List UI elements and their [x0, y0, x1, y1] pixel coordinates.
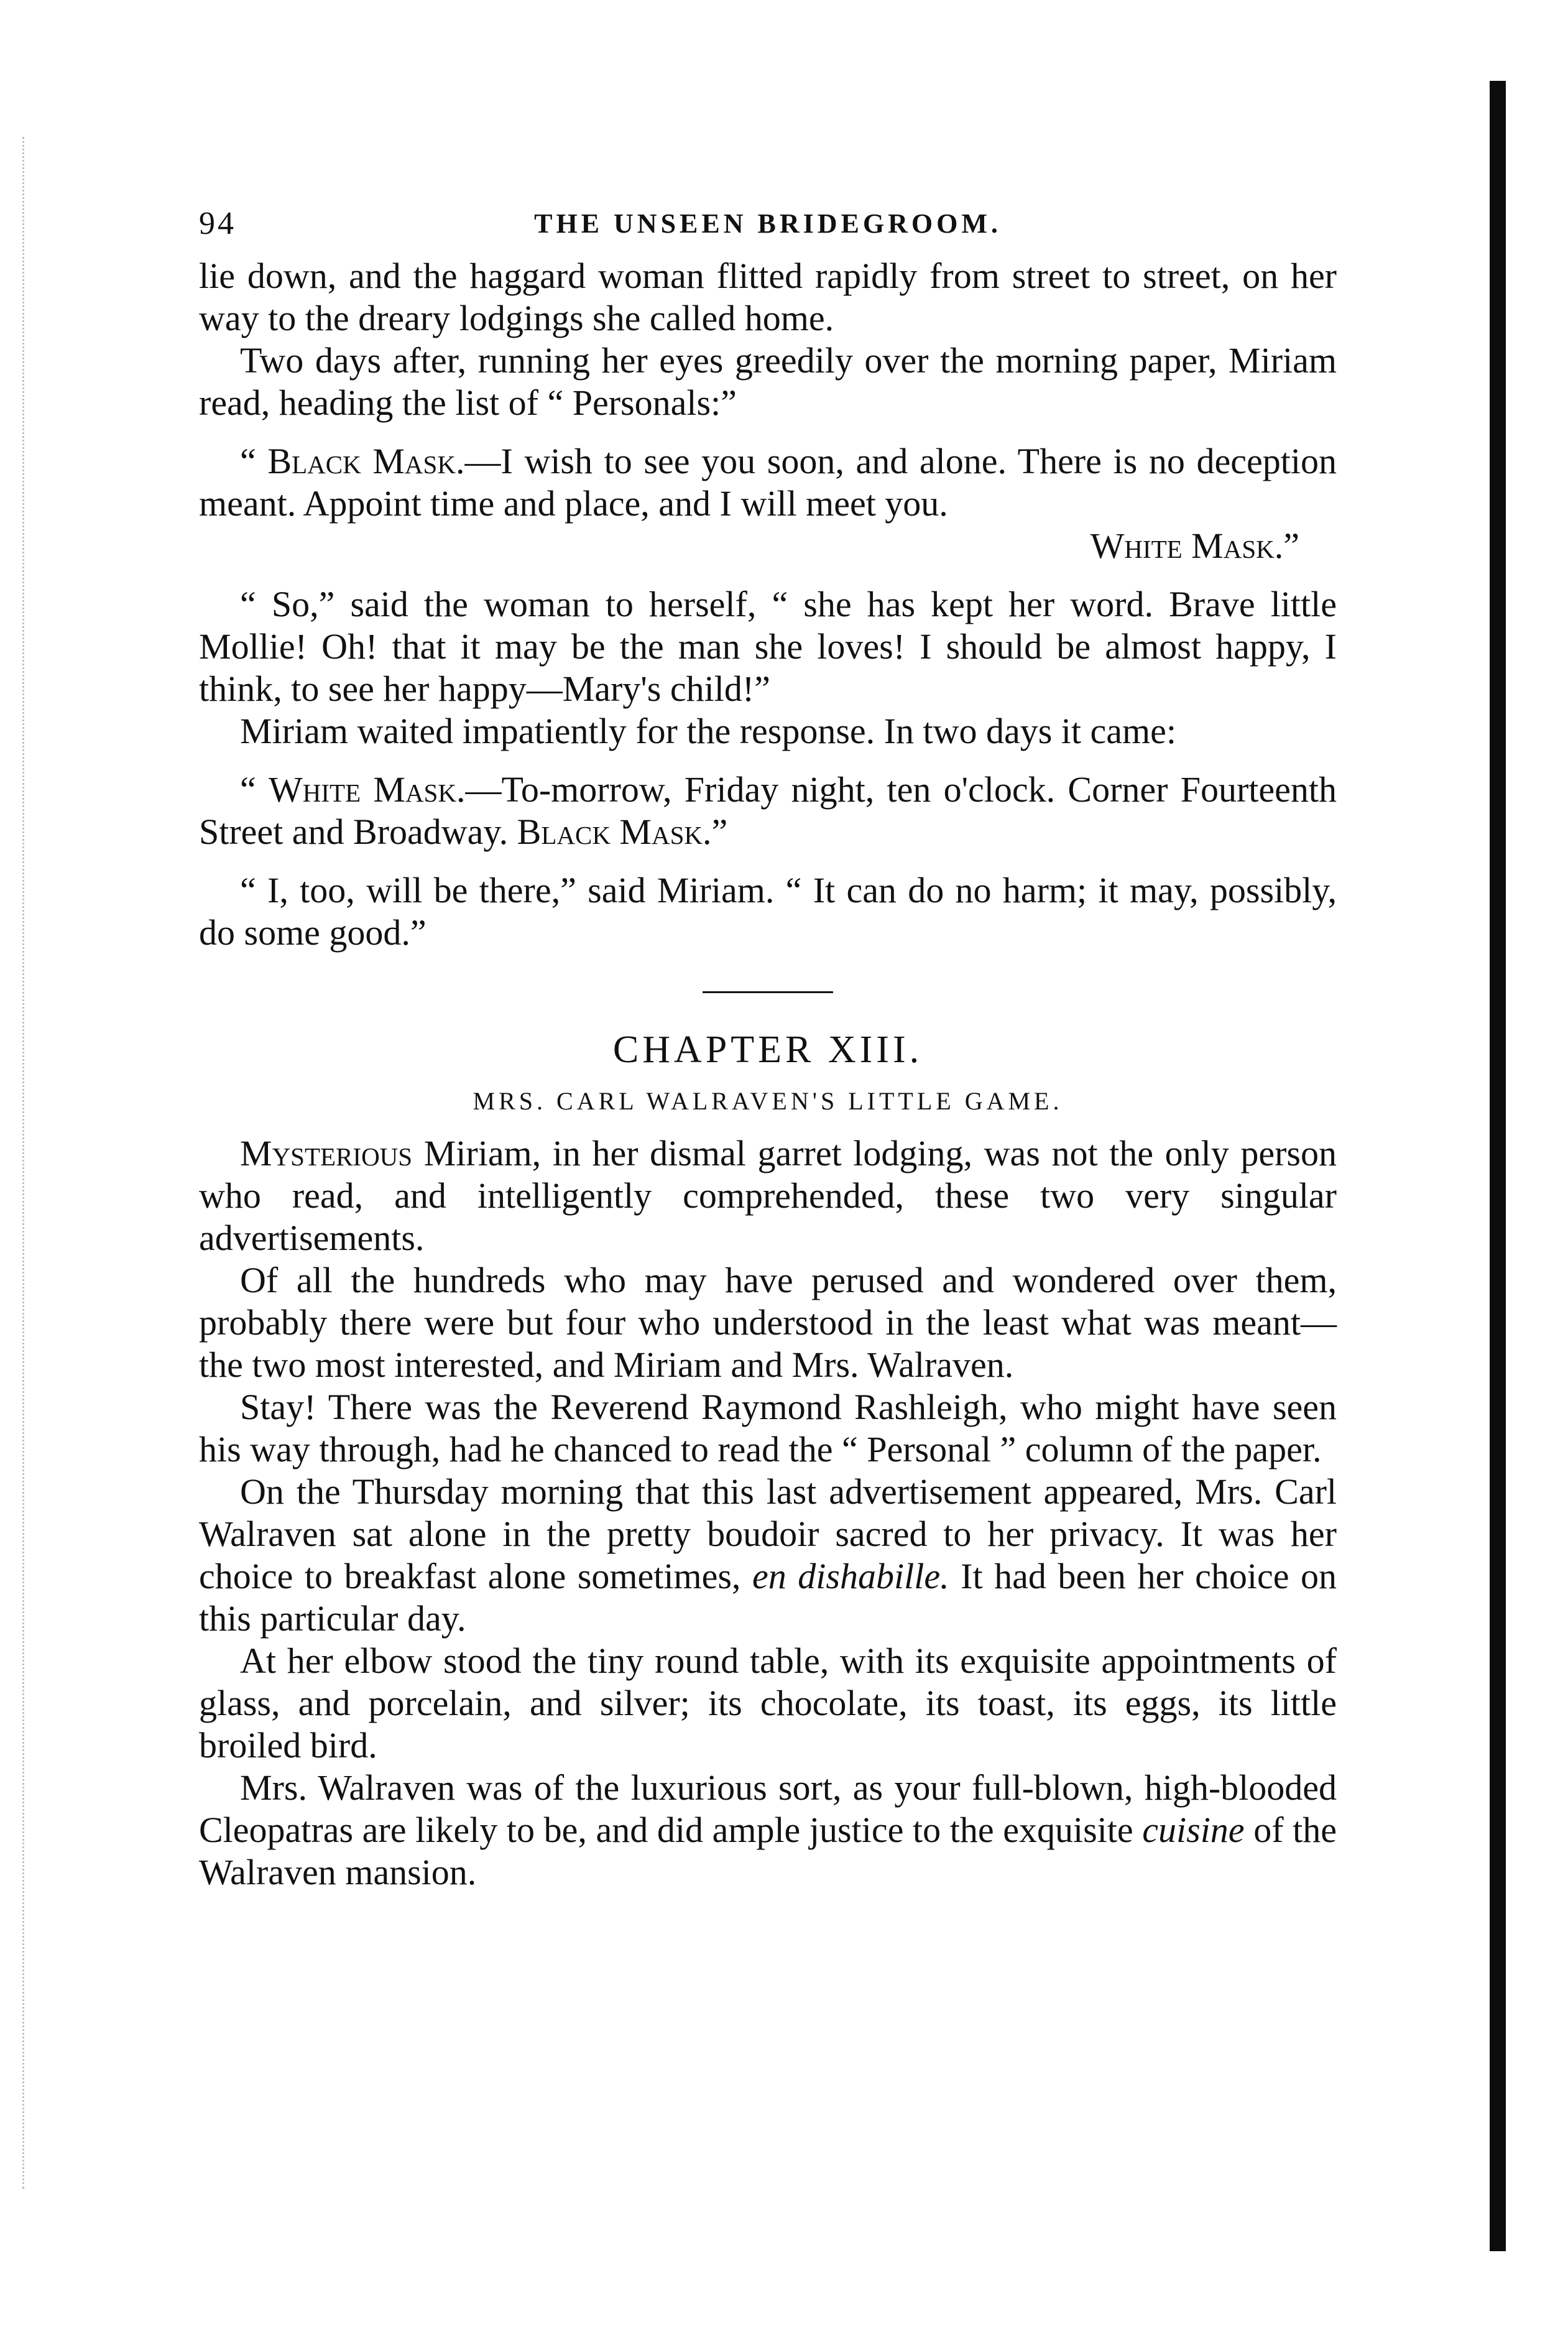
paragraph — [199, 1132, 1337, 1259]
paragraph: Stay! There was the Reverend Raymond Rashleigh, who might have seen his way through, had he chanced to read the “ Personal ” column of the paper. — [199, 1387, 1337, 1469]
paragraph-text: of the Walraven mansion. — [199, 1810, 1337, 1892]
book-page — [199, 205, 1337, 1894]
advertisement-paragraph: “ Black Mask.—I wish to see you soon, and alone. There is no deception meant. Appoint time and place, and I will meet you. White Mask.” — [199, 441, 1337, 566]
paragraph-text: It had been her choice on this particular day. — [199, 1556, 1337, 1639]
paragraph: lie down, and the haggard woman flitted rapidly from street to street, on her way to the dreary lodgings she called home. — [199, 256, 1337, 338]
running-title: THE UNSEEN BRIDEGROOM. — [534, 208, 1002, 239]
paragraph: Miriam waited impatiently for the response. In two days it came: — [240, 711, 1176, 751]
page-number: 94 — [199, 206, 236, 241]
advertisement-signature: Black Mask.” — [517, 812, 728, 852]
advertisement-body: —To-morrow, Friday night, ten o'clock. Corner Fourteenth Street and Broadway. — [199, 769, 1337, 852]
binding-edge — [1490, 81, 1506, 2251]
margin-specks — [22, 137, 30, 2189]
paragraph: At her elbow stood the tiny round table, with its exquisite appointments of glass, and porcelain, and silver; its chocolate, its toast, its eggs, its little broiled bird. — [199, 1641, 1337, 1765]
advertisement-heading: Black Mask. — [267, 441, 465, 481]
paragraph: Of all the hundreds who may have perused and wondered over them, probably there were but four who understood in the least what was meant—the two most interested, and Miriam and Mrs. Walraven. — [199, 1260, 1337, 1385]
paragraph — [199, 1767, 1337, 1894]
paragraph — [199, 1471, 1337, 1640]
advertisement-body: —I wish to see you soon, and alone. There is no deception meant. Appoint time and place, and I will meet you. — [199, 441, 1337, 524]
chapter-title: CHAPTER XIII. — [612, 1029, 923, 1071]
advertisement-signature: White Mask.” — [1090, 525, 1299, 566]
advertisement-paragraph: “ White Mask.—To-morrow, Friday night, ten o'clock. Corner Fourteenth Street and Broadway. Black Mask.” — [199, 769, 1337, 852]
italic-phrase: en dishabille. — [752, 1556, 949, 1596]
drop-word: Mysterious — [240, 1133, 413, 1173]
chapter-subtitle: MRS. CARL WALRAVEN'S LITTLE GAME. — [473, 1087, 1063, 1115]
paragraph-text: Mrs. Walraven was of the luxurious sort, as your full-blown, high-blooded Cleopatras are likely to be, and did ample justice to the exquisite — [199, 1767, 1337, 1850]
paragraph-text: Miriam, in her dismal garret lodging, was not the only person who read, and intelligently comprehended, these two very singular advertisements. — [199, 1133, 1337, 1258]
paragraph: Two days after, running her eyes greedily over the morning paper, Miriam read, heading the list of “ Personals:” — [199, 340, 1337, 423]
advertisement-heading: White Mask. — [269, 769, 466, 810]
italic-phrase: cuisine — [1142, 1810, 1245, 1850]
section-rule — [703, 991, 833, 993]
paragraph-text: On the Thursday morning that this last advertisement appeared, Mrs. Carl Walraven sat alone in the pretty boudoir sacred to her privacy. It was her choice to breakfast alone sometimes, — [199, 1471, 1337, 1596]
running-head — [199, 205, 1337, 255]
paragraph: “ I, too, will be there,” said Miriam. “ It can do no harm; it may, possibly, do some good.” — [199, 870, 1337, 953]
paragraph: “ So,” said the woman to herself, “ she has kept her word. Brave little Mollie! Oh! that it may be the man she loves! I should be almost happy, I think, to see her happy—Mary's child!” — [199, 584, 1337, 709]
